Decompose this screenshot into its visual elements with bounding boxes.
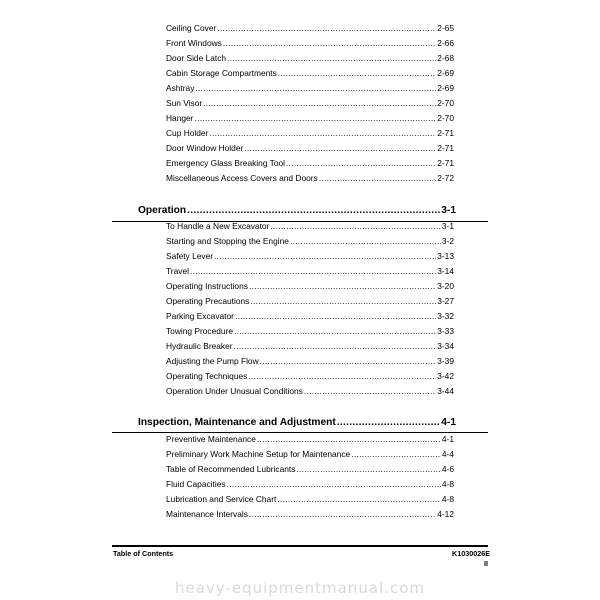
toc-entry-page: 4-12 [437, 509, 454, 519]
leader-dots [249, 509, 436, 520]
toc-entry[interactable] [166, 371, 454, 382]
toc-entry[interactable] [166, 386, 454, 397]
toc-entry-label: Safety Lever [166, 251, 214, 261]
leader-dots [190, 266, 436, 277]
leader-dots [194, 113, 436, 124]
toc-entry-label: Ceiling Cover [166, 23, 217, 33]
toc-entry-page: 2-70 [437, 113, 454, 123]
toc-entry[interactable] [166, 509, 454, 520]
toc-entry[interactable] [166, 356, 454, 367]
toc-entry-label: Fluid Capacities [166, 479, 226, 489]
leader-dots [217, 23, 436, 34]
watermark-text: heavy-equipmentmanual.com [175, 579, 425, 597]
toc-entry-page: 2-65 [437, 23, 454, 33]
toc-entry-label: Sun Visor [166, 98, 203, 108]
toc-entry-page: 3-42 [437, 371, 454, 381]
toc-entry-page: 2-71 [437, 143, 454, 153]
leader-dots [260, 356, 437, 367]
leader-dots [209, 128, 436, 139]
footer-page-number: II [484, 559, 488, 568]
leader-dots [203, 98, 436, 109]
toc-entry-label: Preventive Maintenance [166, 434, 256, 444]
leader-dots [223, 38, 436, 49]
toc-entry-page: 4-6 [441, 464, 454, 474]
toc-entry-label: Hanger [166, 113, 194, 123]
toc-entry[interactable] [166, 38, 454, 49]
toc-entry-label: Table of Recommended Lubricants [166, 464, 296, 474]
toc-entry-label: Preliminary Work Machine Setup for Maintenance [166, 449, 351, 459]
toc-entry-label: Cabin Storage Compartments [166, 68, 277, 78]
toc-entry-label: Front Windows [166, 38, 222, 48]
toc-section-inspection[interactable] [138, 416, 456, 429]
toc-entry-page: 3-33 [437, 326, 454, 336]
leader-dots [337, 416, 441, 429]
leader-dots [249, 281, 436, 292]
toc-entry-label: Miscellaneous Access Covers and Doors [166, 173, 318, 183]
toc-entry-page: 3-32 [437, 311, 454, 321]
toc-entry-page: 3-34 [437, 341, 454, 351]
toc-entry-page: 3-44 [437, 386, 454, 396]
toc-entry-page: 4-1 [441, 434, 454, 444]
toc-entry-page: 3-2 [441, 236, 454, 246]
leader-dots [351, 449, 441, 460]
toc-entry[interactable] [166, 173, 454, 184]
leader-dots [234, 326, 436, 337]
toc-entry-label: Maintenance Intervals [166, 509, 248, 519]
leader-dots [319, 173, 436, 184]
toc-entry[interactable] [166, 143, 454, 154]
leader-dots [277, 494, 441, 505]
toc-entry-page: 3-14 [437, 266, 454, 276]
toc-entry[interactable] [166, 326, 454, 337]
toc-entry-label: Ashtray [166, 83, 195, 93]
leader-dots [195, 83, 436, 94]
toc-entry[interactable] [166, 23, 454, 34]
leader-dots [227, 479, 441, 490]
toc-entry-page: 4-8 [441, 479, 454, 489]
toc-entry[interactable] [166, 449, 454, 460]
leader-dots [257, 434, 441, 445]
leader-dots [304, 386, 436, 397]
toc-entry[interactable] [166, 98, 454, 109]
leader-dots [234, 341, 437, 352]
toc-entry-label: Travel [166, 266, 189, 276]
toc-section-title: Inspection, Maintenance and Adjustment [138, 417, 336, 428]
footer-title: Table of Contents [113, 549, 174, 558]
toc-section-page: 4-1 [441, 417, 456, 428]
toc-entry-label: Parking Excavator [166, 311, 234, 321]
toc-entry-page: 2-70 [437, 98, 454, 108]
toc-entry-page: 4-8 [441, 494, 454, 504]
toc-entry[interactable] [166, 434, 454, 445]
toc-entry-label: Cup Holder [166, 128, 209, 138]
toc-entry[interactable] [166, 236, 454, 247]
leader-dots [250, 296, 436, 307]
toc-entry-page: 2-69 [437, 68, 454, 78]
toc-entry-page: 3-1 [441, 221, 454, 231]
toc-section-operation[interactable] [138, 204, 456, 217]
toc-entry[interactable] [166, 221, 454, 232]
toc-section-page: 3-1 [441, 205, 456, 216]
toc-section-title: Operation [138, 205, 187, 216]
leader-dots [227, 53, 436, 64]
toc-entry[interactable] [166, 113, 454, 124]
toc-entry[interactable] [166, 494, 454, 505]
toc-entry-label: Adjusting the Pump Flow [166, 356, 259, 366]
toc-entry[interactable] [166, 341, 454, 352]
toc-entry[interactable] [166, 53, 454, 64]
toc-entry-label: Operating Techniques [166, 371, 248, 381]
footer-doc-code: K1030026E [452, 549, 490, 558]
toc-entry-label: Door Side Latch [166, 53, 227, 63]
toc-entry[interactable] [166, 464, 454, 475]
toc-entry-label: Towing Procedure [166, 326, 234, 336]
leader-dots [235, 311, 436, 322]
leader-dots [286, 158, 436, 169]
toc-entry[interactable] [166, 251, 454, 262]
toc-entry-label: To Handle a New Excavator [166, 221, 270, 231]
toc-entry[interactable] [166, 128, 454, 139]
toc-entry-page: 4-4 [441, 449, 454, 459]
toc-entry-page: 3-27 [437, 296, 454, 306]
toc-entry-page: 2-68 [437, 53, 454, 63]
leader-dots [187, 204, 440, 217]
toc-entry[interactable] [166, 83, 454, 94]
leader-dots [248, 371, 436, 382]
toc-entry[interactable] [166, 296, 454, 307]
leader-dots [244, 143, 436, 154]
footer-rule [112, 545, 488, 547]
toc-entry-label: Starting and Stopping the Engine [166, 236, 289, 246]
toc-entry[interactable] [166, 281, 454, 292]
section-divider [112, 432, 488, 433]
toc-entry-page: 3-13 [437, 251, 454, 261]
leader-dots [278, 68, 436, 79]
toc-entry-label: Operating Instructions [166, 281, 248, 291]
leader-dots [296, 464, 440, 475]
toc-entry-label: Emergency Glass Breaking Tool [166, 158, 286, 168]
toc-entry-page: 3-39 [437, 356, 454, 366]
toc-entry[interactable] [166, 68, 454, 79]
toc-entry-page: 2-69 [437, 83, 454, 93]
leader-dots [270, 221, 441, 232]
toc-entry-label: Operation Under Unusual Conditions [166, 386, 303, 396]
leader-dots [290, 236, 441, 247]
toc-entry[interactable] [166, 266, 454, 277]
toc-entry[interactable] [166, 311, 454, 322]
toc-entry-page: 2-71 [437, 158, 454, 168]
toc-entry-label: Hydraulic Breaker [166, 341, 233, 351]
leader-dots [214, 251, 436, 262]
toc-entry[interactable] [166, 158, 454, 169]
toc-entry[interactable] [166, 479, 454, 490]
toc-entry-label: Door Window Holder [166, 143, 244, 153]
toc-entry-page: 2-72 [437, 173, 454, 183]
toc-entry-label: Lubrication and Service Chart [166, 494, 277, 504]
toc-entry-page: 3-20 [437, 281, 454, 291]
toc-entry-page: 2-71 [437, 128, 454, 138]
toc-entry-page: 2-66 [437, 38, 454, 48]
toc-entry-label: Operating Precautions [166, 296, 250, 306]
